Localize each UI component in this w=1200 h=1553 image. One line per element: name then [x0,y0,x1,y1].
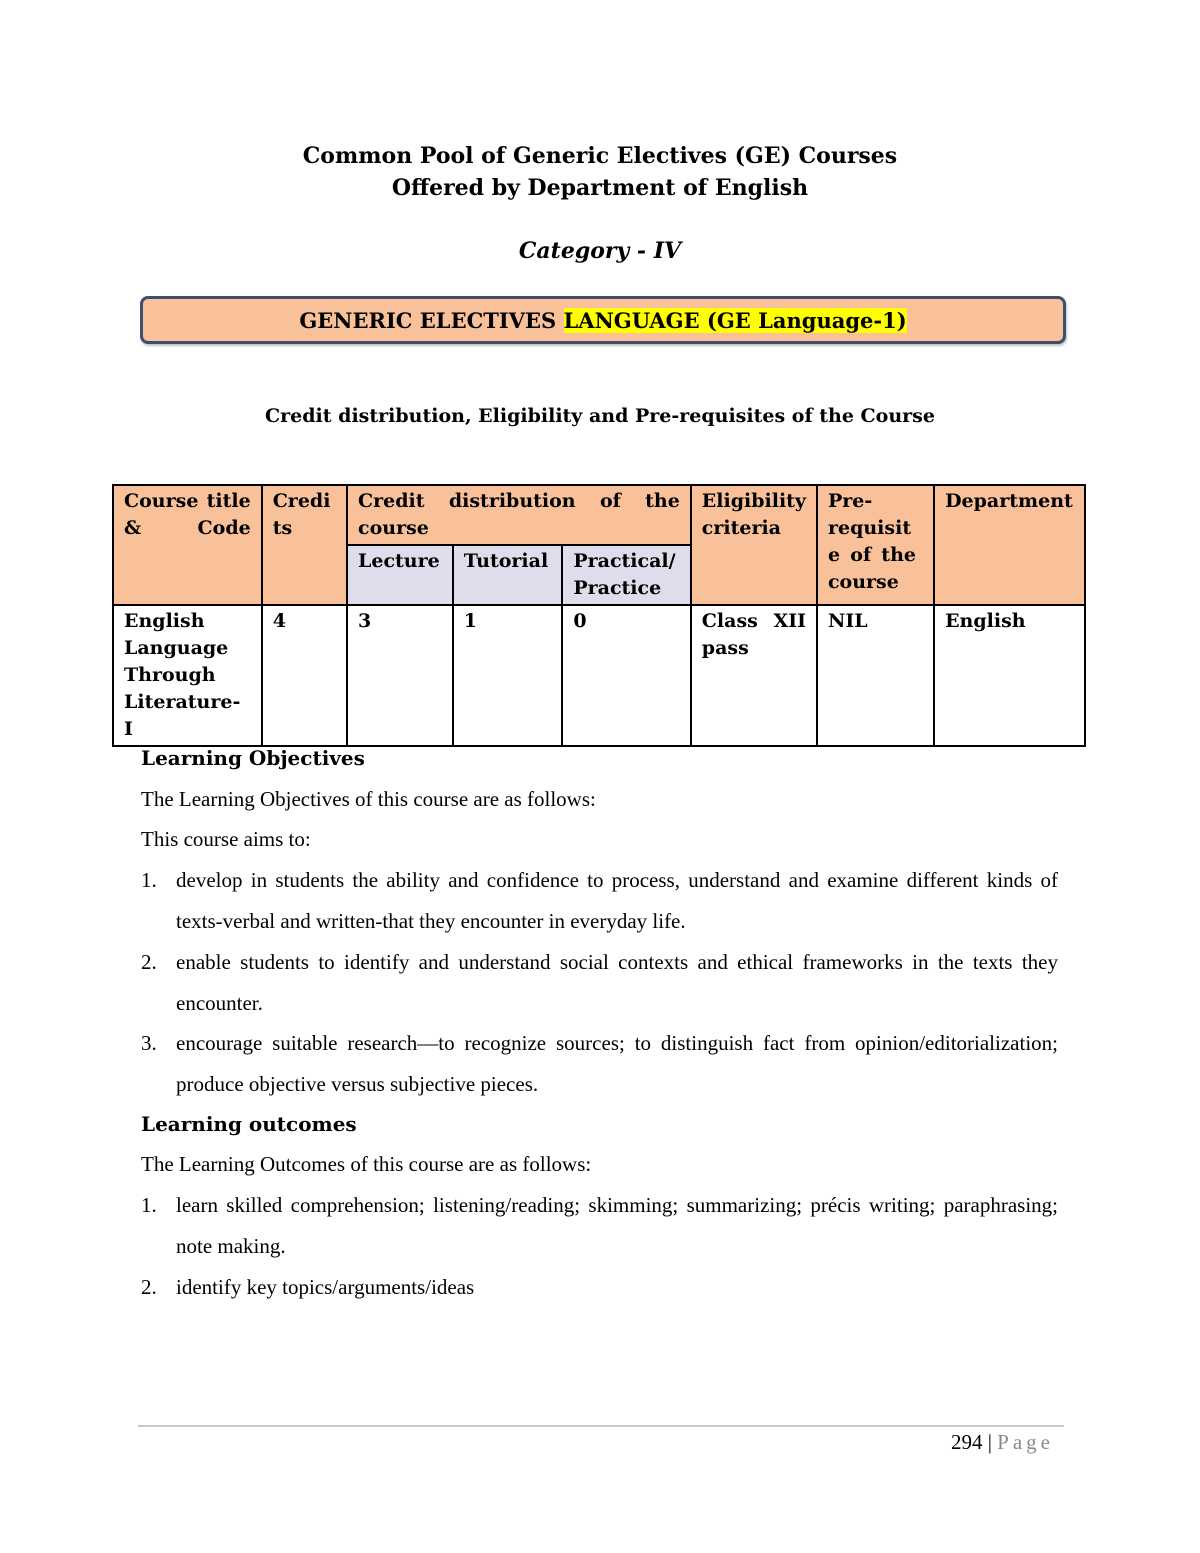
document-title-line1: Common Pool of Generic Electives (GE) Courses [302,143,898,169]
objectives-heading: Learning Objectives [141,746,365,770]
header-tutorial: Tutorial [453,545,563,605]
objective-3-number: 3. [141,1031,157,1055]
outcome-2-text: identify key topics/arguments/ideas [176,1275,475,1299]
page-footer [951,1430,1054,1455]
objectives-intro: The Learning Objectives of this course are as follows: [141,787,596,811]
cell-practical: 0 [562,605,690,746]
objective-3-text: encourage suitable research—to recognize sources; to distinguish fact from opinion/editorialization; produce objective versus subjective pieces. [176,1031,1058,1096]
outcome-2-number: 2. [141,1275,157,1299]
objective-2-text: enable students to identify and understand social contexts and ethical frameworks in the texts they encounter. [176,950,1058,1015]
page-number: 294 [950,1430,983,1454]
cell-department: English [934,605,1085,746]
outcomes-heading: Learning outcomes [141,1112,357,1136]
credit-distribution-table [112,484,1086,747]
footer-divider [138,1425,1064,1427]
header-lecture: Lecture [347,545,453,605]
table-heading: Credit distribution, Eligibility and Pre-requisites of the Course [265,405,935,427]
cell-lecture: 3 [347,605,453,746]
objective-2-number: 2. [141,950,157,974]
header-course-title: Course title & Code [113,485,262,605]
objective-1-text: develop in students the ability and confidence to process, understand and examine different kinds of texts-verbal and written-that they encounter in everyday life. [176,868,1058,933]
header-prerequisite: Pre-requisite of the course [817,485,934,605]
category-label: Category - IV [518,238,682,264]
header-department: Department [934,485,1085,605]
outcome-1-text: learn skilled comprehension; listening/reading; skimming; summarizing; précis writing; paraphrasing; note making. [176,1193,1058,1258]
cell-credits: 4 [262,605,347,746]
objectives-lead: This course aims to: [141,827,311,851]
document-title-line2: Offered by Department of English [391,175,809,201]
page-word: Page [997,1430,1054,1454]
header-credit-distribution: Credit distribution of the course [347,485,691,545]
cell-prerequisite: NIL [817,605,934,746]
header-eligibility: Eligibility criteria [691,485,817,605]
page-separator: | [987,1430,992,1454]
outcome-1-number: 1. [141,1193,157,1217]
header-credits: Credits [262,485,347,605]
cell-eligibility: Class XII pass [691,605,817,746]
outcomes-intro: The Learning Outcomes of this course are as follows: [141,1152,592,1176]
ge-banner [140,296,1066,344]
cell-course-title: English Language Through Literature- I [113,605,262,746]
cell-tutorial: 1 [453,605,563,746]
banner-highlight: LANGUAGE (GE Language-1) [563,307,907,333]
banner-text: GENERIC ELECTIVES [299,307,564,333]
header-practical: Practical/ Practice [562,545,690,605]
objective-1-number: 1. [141,868,157,892]
